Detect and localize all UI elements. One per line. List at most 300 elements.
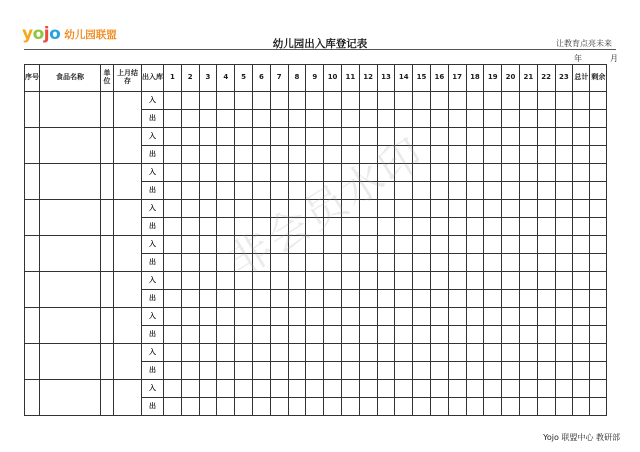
cell-day-entry[interactable] xyxy=(448,110,466,128)
cell-day-entry[interactable] xyxy=(555,380,573,398)
cell-day-entry[interactable] xyxy=(164,290,182,308)
cell-day-entry[interactable] xyxy=(181,110,199,128)
cell-remaining[interactable] xyxy=(590,398,607,416)
cell-unit[interactable] xyxy=(101,308,114,344)
cell-day-entry[interactable] xyxy=(341,128,359,146)
cell-day-entry[interactable] xyxy=(306,146,324,164)
cell-day-entry[interactable] xyxy=(502,236,520,254)
cell-day-entry[interactable] xyxy=(252,308,270,326)
cell-day-entry[interactable] xyxy=(377,92,395,110)
cell-day-entry[interactable] xyxy=(502,182,520,200)
cell-unit[interactable] xyxy=(101,200,114,236)
cell-day-entry[interactable] xyxy=(555,92,573,110)
cell-day-entry[interactable] xyxy=(537,398,555,416)
cell-day-entry[interactable] xyxy=(466,380,484,398)
cell-day-entry[interactable] xyxy=(466,272,484,290)
cell-remaining[interactable] xyxy=(590,218,607,236)
cell-day-entry[interactable] xyxy=(359,164,377,182)
cell-day-entry[interactable] xyxy=(466,200,484,218)
cell-day-entry[interactable] xyxy=(519,290,537,308)
cell-remaining[interactable] xyxy=(590,182,607,200)
cell-day-entry[interactable] xyxy=(555,272,573,290)
cell-day-entry[interactable] xyxy=(252,326,270,344)
cell-day-entry[interactable] xyxy=(181,362,199,380)
cell-day-entry[interactable] xyxy=(395,254,413,272)
cell-day-entry[interactable] xyxy=(430,272,448,290)
cell-day-entry[interactable] xyxy=(288,200,306,218)
cell-day-entry[interactable] xyxy=(395,236,413,254)
cell-day-entry[interactable] xyxy=(217,164,235,182)
cell-day-entry[interactable] xyxy=(181,92,199,110)
cell-day-entry[interactable] xyxy=(270,380,288,398)
cell-day-entry[interactable] xyxy=(430,380,448,398)
cell-day-entry[interactable] xyxy=(181,164,199,182)
cell-day-entry[interactable] xyxy=(181,254,199,272)
cell-day-entry[interactable] xyxy=(235,344,253,362)
cell-day-entry[interactable] xyxy=(217,326,235,344)
cell-day-entry[interactable] xyxy=(395,182,413,200)
cell-day-entry[interactable] xyxy=(235,326,253,344)
cell-remaining[interactable] xyxy=(590,146,607,164)
cell-day-entry[interactable] xyxy=(199,128,217,146)
cell-day-entry[interactable] xyxy=(484,308,502,326)
cell-day-entry[interactable] xyxy=(395,290,413,308)
cell-unit[interactable] xyxy=(101,236,114,272)
cell-day-entry[interactable] xyxy=(537,344,555,362)
cell-remaining[interactable] xyxy=(590,164,607,182)
cell-day-entry[interactable] xyxy=(484,218,502,236)
cell-day-entry[interactable] xyxy=(448,272,466,290)
cell-day-entry[interactable] xyxy=(217,92,235,110)
cell-total[interactable] xyxy=(573,92,590,110)
cell-day-entry[interactable] xyxy=(448,128,466,146)
cell-day-entry[interactable] xyxy=(537,326,555,344)
cell-day-entry[interactable] xyxy=(395,164,413,182)
cell-remaining[interactable] xyxy=(590,344,607,362)
cell-total[interactable] xyxy=(573,164,590,182)
cell-day-entry[interactable] xyxy=(430,326,448,344)
cell-day-entry[interactable] xyxy=(430,110,448,128)
cell-day-entry[interactable] xyxy=(288,110,306,128)
cell-day-entry[interactable] xyxy=(217,110,235,128)
cell-day-entry[interactable] xyxy=(199,290,217,308)
cell-total[interactable] xyxy=(573,128,590,146)
cell-day-entry[interactable] xyxy=(181,290,199,308)
cell-day-entry[interactable] xyxy=(413,344,431,362)
cell-day-entry[interactable] xyxy=(164,92,182,110)
cell-day-entry[interactable] xyxy=(448,308,466,326)
cell-day-entry[interactable] xyxy=(413,326,431,344)
cell-day-entry[interactable] xyxy=(413,380,431,398)
cell-day-entry[interactable] xyxy=(537,92,555,110)
cell-day-entry[interactable] xyxy=(537,362,555,380)
cell-day-entry[interactable] xyxy=(519,200,537,218)
cell-total[interactable] xyxy=(573,254,590,272)
cell-day-entry[interactable] xyxy=(519,254,537,272)
cell-day-entry[interactable] xyxy=(341,146,359,164)
cell-day-entry[interactable] xyxy=(519,398,537,416)
cell-day-entry[interactable] xyxy=(537,290,555,308)
cell-day-entry[interactable] xyxy=(252,344,270,362)
cell-day-entry[interactable] xyxy=(306,326,324,344)
cell-remaining[interactable] xyxy=(590,362,607,380)
cell-day-entry[interactable] xyxy=(502,290,520,308)
cell-day-entry[interactable] xyxy=(164,146,182,164)
cell-day-entry[interactable] xyxy=(270,362,288,380)
cell-day-entry[interactable] xyxy=(413,290,431,308)
cell-day-entry[interactable] xyxy=(270,92,288,110)
cell-day-entry[interactable] xyxy=(502,362,520,380)
cell-day-entry[interactable] xyxy=(217,200,235,218)
cell-day-entry[interactable] xyxy=(288,398,306,416)
cell-food-name[interactable] xyxy=(40,308,101,344)
cell-day-entry[interactable] xyxy=(341,290,359,308)
cell-day-entry[interactable] xyxy=(341,92,359,110)
cell-remaining[interactable] xyxy=(590,326,607,344)
cell-day-entry[interactable] xyxy=(235,92,253,110)
cell-day-entry[interactable] xyxy=(199,92,217,110)
cell-day-entry[interactable] xyxy=(555,290,573,308)
cell-unit[interactable] xyxy=(101,380,114,416)
cell-day-entry[interactable] xyxy=(466,128,484,146)
cell-day-entry[interactable] xyxy=(448,398,466,416)
cell-day-entry[interactable] xyxy=(217,362,235,380)
cell-day-entry[interactable] xyxy=(181,182,199,200)
cell-day-entry[interactable] xyxy=(164,326,182,344)
cell-day-entry[interactable] xyxy=(341,218,359,236)
cell-day-entry[interactable] xyxy=(288,272,306,290)
cell-day-entry[interactable] xyxy=(199,380,217,398)
cell-day-entry[interactable] xyxy=(519,128,537,146)
cell-day-entry[interactable] xyxy=(466,308,484,326)
cell-day-entry[interactable] xyxy=(270,200,288,218)
cell-day-entry[interactable] xyxy=(235,308,253,326)
cell-day-entry[interactable] xyxy=(359,380,377,398)
cell-day-entry[interactable] xyxy=(341,254,359,272)
cell-remaining[interactable] xyxy=(590,200,607,218)
cell-day-entry[interactable] xyxy=(413,164,431,182)
cell-day-entry[interactable] xyxy=(199,218,217,236)
cell-remaining[interactable] xyxy=(590,236,607,254)
cell-day-entry[interactable] xyxy=(164,272,182,290)
cell-day-entry[interactable] xyxy=(395,362,413,380)
cell-day-entry[interactable] xyxy=(217,380,235,398)
cell-day-entry[interactable] xyxy=(502,110,520,128)
cell-day-entry[interactable] xyxy=(448,146,466,164)
cell-day-entry[interactable] xyxy=(306,182,324,200)
cell-day-entry[interactable] xyxy=(306,254,324,272)
cell-day-entry[interactable] xyxy=(502,326,520,344)
cell-day-entry[interactable] xyxy=(413,92,431,110)
cell-day-entry[interactable] xyxy=(235,164,253,182)
cell-day-entry[interactable] xyxy=(413,110,431,128)
cell-day-entry[interactable] xyxy=(377,236,395,254)
cell-day-entry[interactable] xyxy=(306,110,324,128)
cell-day-entry[interactable] xyxy=(484,236,502,254)
cell-day-entry[interactable] xyxy=(217,308,235,326)
cell-day-entry[interactable] xyxy=(270,146,288,164)
cell-day-entry[interactable] xyxy=(199,254,217,272)
cell-day-entry[interactable] xyxy=(324,200,342,218)
cell-day-entry[interactable] xyxy=(377,218,395,236)
cell-day-entry[interactable] xyxy=(199,308,217,326)
cell-day-entry[interactable] xyxy=(395,344,413,362)
cell-day-entry[interactable] xyxy=(430,92,448,110)
cell-day-entry[interactable] xyxy=(324,92,342,110)
cell-day-entry[interactable] xyxy=(288,182,306,200)
cell-day-entry[interactable] xyxy=(324,380,342,398)
cell-day-entry[interactable] xyxy=(324,254,342,272)
cell-day-entry[interactable] xyxy=(359,290,377,308)
cell-day-entry[interactable] xyxy=(270,398,288,416)
cell-total[interactable] xyxy=(573,182,590,200)
cell-unit[interactable] xyxy=(101,92,114,128)
cell-day-entry[interactable] xyxy=(324,128,342,146)
cell-day-entry[interactable] xyxy=(270,164,288,182)
cell-day-entry[interactable] xyxy=(306,92,324,110)
cell-day-entry[interactable] xyxy=(430,236,448,254)
cell-day-entry[interactable] xyxy=(164,182,182,200)
cell-day-entry[interactable] xyxy=(377,254,395,272)
cell-day-entry[interactable] xyxy=(217,182,235,200)
cell-day-entry[interactable] xyxy=(306,380,324,398)
cell-total[interactable] xyxy=(573,110,590,128)
cell-day-entry[interactable] xyxy=(288,290,306,308)
cell-day-entry[interactable] xyxy=(288,326,306,344)
cell-day-entry[interactable] xyxy=(270,272,288,290)
cell-day-entry[interactable] xyxy=(413,218,431,236)
cell-day-entry[interactable] xyxy=(377,110,395,128)
cell-day-entry[interactable] xyxy=(537,164,555,182)
cell-total[interactable] xyxy=(573,398,590,416)
cell-day-entry[interactable] xyxy=(235,290,253,308)
cell-day-entry[interactable] xyxy=(359,398,377,416)
cell-seq[interactable] xyxy=(25,200,40,236)
cell-day-entry[interactable] xyxy=(252,272,270,290)
cell-day-entry[interactable] xyxy=(466,290,484,308)
cell-day-entry[interactable] xyxy=(341,344,359,362)
cell-day-entry[interactable] xyxy=(252,362,270,380)
cell-day-entry[interactable] xyxy=(217,146,235,164)
cell-day-entry[interactable] xyxy=(466,92,484,110)
cell-day-entry[interactable] xyxy=(484,164,502,182)
cell-day-entry[interactable] xyxy=(252,146,270,164)
cell-day-entry[interactable] xyxy=(217,236,235,254)
cell-day-entry[interactable] xyxy=(413,128,431,146)
cell-day-entry[interactable] xyxy=(484,380,502,398)
cell-day-entry[interactable] xyxy=(502,128,520,146)
cell-day-entry[interactable] xyxy=(235,272,253,290)
cell-day-entry[interactable] xyxy=(555,128,573,146)
cell-remaining[interactable] xyxy=(590,290,607,308)
cell-total[interactable] xyxy=(573,308,590,326)
cell-day-entry[interactable] xyxy=(252,398,270,416)
cell-day-entry[interactable] xyxy=(324,164,342,182)
cell-remaining[interactable] xyxy=(590,92,607,110)
cell-day-entry[interactable] xyxy=(484,128,502,146)
cell-day-entry[interactable] xyxy=(252,200,270,218)
cell-day-entry[interactable] xyxy=(341,398,359,416)
cell-day-entry[interactable] xyxy=(306,344,324,362)
cell-day-entry[interactable] xyxy=(199,110,217,128)
cell-day-entry[interactable] xyxy=(537,380,555,398)
cell-day-entry[interactable] xyxy=(537,308,555,326)
cell-day-entry[interactable] xyxy=(466,182,484,200)
cell-day-entry[interactable] xyxy=(324,362,342,380)
cell-day-entry[interactable] xyxy=(217,290,235,308)
cell-day-entry[interactable] xyxy=(270,236,288,254)
cell-seq[interactable] xyxy=(25,164,40,200)
cell-day-entry[interactable] xyxy=(502,254,520,272)
cell-unit[interactable] xyxy=(101,272,114,308)
cell-day-entry[interactable] xyxy=(484,362,502,380)
cell-day-entry[interactable] xyxy=(502,272,520,290)
cell-day-entry[interactable] xyxy=(377,200,395,218)
cell-seq[interactable] xyxy=(25,92,40,128)
cell-day-entry[interactable] xyxy=(519,218,537,236)
cell-day-entry[interactable] xyxy=(270,326,288,344)
cell-food-name[interactable] xyxy=(40,236,101,272)
cell-day-entry[interactable] xyxy=(235,254,253,272)
cell-day-entry[interactable] xyxy=(199,236,217,254)
cell-day-entry[interactable] xyxy=(164,398,182,416)
cell-day-entry[interactable] xyxy=(555,362,573,380)
cell-prev-stock[interactable] xyxy=(114,164,142,200)
cell-day-entry[interactable] xyxy=(341,380,359,398)
cell-day-entry[interactable] xyxy=(164,200,182,218)
cell-day-entry[interactable] xyxy=(448,92,466,110)
cell-day-entry[interactable] xyxy=(341,272,359,290)
cell-day-entry[interactable] xyxy=(252,290,270,308)
cell-day-entry[interactable] xyxy=(448,362,466,380)
cell-day-entry[interactable] xyxy=(448,344,466,362)
cell-day-entry[interactable] xyxy=(466,218,484,236)
cell-day-entry[interactable] xyxy=(181,308,199,326)
cell-day-entry[interactable] xyxy=(306,200,324,218)
cell-day-entry[interactable] xyxy=(377,398,395,416)
cell-day-entry[interactable] xyxy=(519,308,537,326)
cell-day-entry[interactable] xyxy=(164,236,182,254)
cell-day-entry[interactable] xyxy=(235,110,253,128)
cell-day-entry[interactable] xyxy=(359,110,377,128)
cell-day-entry[interactable] xyxy=(164,110,182,128)
cell-day-entry[interactable] xyxy=(341,200,359,218)
cell-day-entry[interactable] xyxy=(270,110,288,128)
cell-day-entry[interactable] xyxy=(395,128,413,146)
cell-day-entry[interactable] xyxy=(484,398,502,416)
cell-day-entry[interactable] xyxy=(555,236,573,254)
cell-day-entry[interactable] xyxy=(395,272,413,290)
cell-day-entry[interactable] xyxy=(164,254,182,272)
cell-day-entry[interactable] xyxy=(502,146,520,164)
cell-day-entry[interactable] xyxy=(270,254,288,272)
cell-remaining[interactable] xyxy=(590,254,607,272)
cell-day-entry[interactable] xyxy=(252,92,270,110)
cell-day-entry[interactable] xyxy=(288,146,306,164)
cell-day-entry[interactable] xyxy=(324,182,342,200)
cell-day-entry[interactable] xyxy=(217,272,235,290)
cell-food-name[interactable] xyxy=(40,380,101,416)
cell-day-entry[interactable] xyxy=(341,164,359,182)
cell-day-entry[interactable] xyxy=(359,200,377,218)
cell-day-entry[interactable] xyxy=(164,380,182,398)
cell-day-entry[interactable] xyxy=(484,290,502,308)
cell-day-entry[interactable] xyxy=(235,200,253,218)
cell-day-entry[interactable] xyxy=(555,326,573,344)
cell-food-name[interactable] xyxy=(40,200,101,236)
cell-day-entry[interactable] xyxy=(484,254,502,272)
cell-seq[interactable] xyxy=(25,344,40,380)
cell-day-entry[interactable] xyxy=(324,236,342,254)
cell-day-entry[interactable] xyxy=(199,362,217,380)
cell-day-entry[interactable] xyxy=(395,146,413,164)
cell-day-entry[interactable] xyxy=(502,200,520,218)
cell-day-entry[interactable] xyxy=(324,326,342,344)
cell-day-entry[interactable] xyxy=(324,308,342,326)
cell-day-entry[interactable] xyxy=(359,254,377,272)
cell-day-entry[interactable] xyxy=(430,128,448,146)
cell-day-entry[interactable] xyxy=(555,182,573,200)
cell-total[interactable] xyxy=(573,272,590,290)
cell-day-entry[interactable] xyxy=(537,128,555,146)
cell-day-entry[interactable] xyxy=(519,326,537,344)
cell-day-entry[interactable] xyxy=(413,254,431,272)
cell-day-entry[interactable] xyxy=(359,326,377,344)
cell-food-name[interactable] xyxy=(40,128,101,164)
cell-total[interactable] xyxy=(573,344,590,362)
cell-day-entry[interactable] xyxy=(252,218,270,236)
cell-day-entry[interactable] xyxy=(252,182,270,200)
cell-day-entry[interactable] xyxy=(466,236,484,254)
cell-day-entry[interactable] xyxy=(466,326,484,344)
cell-remaining[interactable] xyxy=(590,110,607,128)
cell-day-entry[interactable] xyxy=(359,308,377,326)
cell-day-entry[interactable] xyxy=(519,362,537,380)
cell-day-entry[interactable] xyxy=(430,308,448,326)
cell-day-entry[interactable] xyxy=(395,380,413,398)
cell-day-entry[interactable] xyxy=(519,110,537,128)
cell-day-entry[interactable] xyxy=(270,182,288,200)
cell-day-entry[interactable] xyxy=(377,164,395,182)
cell-day-entry[interactable] xyxy=(377,326,395,344)
cell-day-entry[interactable] xyxy=(395,326,413,344)
cell-day-entry[interactable] xyxy=(199,398,217,416)
cell-day-entry[interactable] xyxy=(235,362,253,380)
cell-day-entry[interactable] xyxy=(555,200,573,218)
cell-day-entry[interactable] xyxy=(306,362,324,380)
cell-day-entry[interactable] xyxy=(466,110,484,128)
cell-day-entry[interactable] xyxy=(288,218,306,236)
cell-day-entry[interactable] xyxy=(377,272,395,290)
cell-day-entry[interactable] xyxy=(324,290,342,308)
cell-day-entry[interactable] xyxy=(341,110,359,128)
cell-day-entry[interactable] xyxy=(199,200,217,218)
cell-day-entry[interactable] xyxy=(502,164,520,182)
cell-day-entry[interactable] xyxy=(359,146,377,164)
cell-day-entry[interactable] xyxy=(466,164,484,182)
cell-day-entry[interactable] xyxy=(306,308,324,326)
cell-day-entry[interactable] xyxy=(359,236,377,254)
cell-day-entry[interactable] xyxy=(413,272,431,290)
cell-day-entry[interactable] xyxy=(217,398,235,416)
cell-day-entry[interactable] xyxy=(181,218,199,236)
cell-day-entry[interactable] xyxy=(288,308,306,326)
cell-day-entry[interactable] xyxy=(377,290,395,308)
cell-day-entry[interactable] xyxy=(430,398,448,416)
cell-day-entry[interactable] xyxy=(164,128,182,146)
cell-day-entry[interactable] xyxy=(306,236,324,254)
cell-day-entry[interactable] xyxy=(448,200,466,218)
